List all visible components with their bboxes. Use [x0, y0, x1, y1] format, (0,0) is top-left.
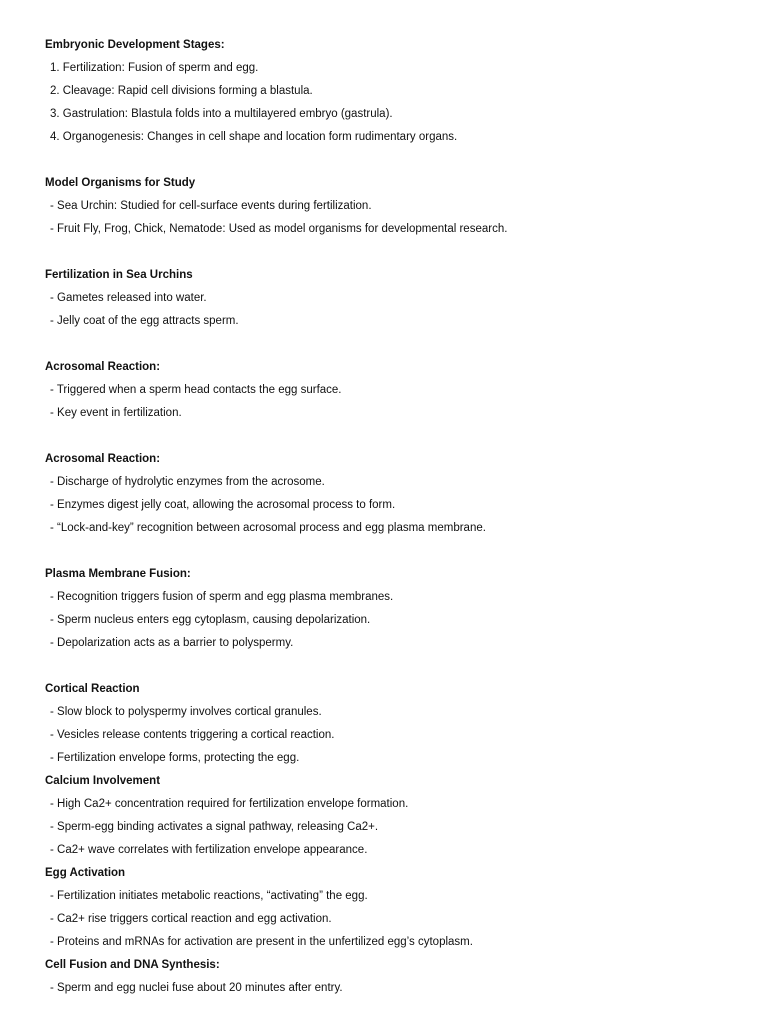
list-item: 2. Cleavage: Rapid cell divisions forming a blastula. — [50, 85, 313, 97]
list-item: - Fertilization envelope forms, protecting the egg. — [50, 752, 300, 764]
list-item: - Jelly coat of the egg attracts sperm. — [50, 315, 239, 327]
section-heading: Fertilization in Sea Urchins — [45, 269, 193, 281]
section-plasma-membrane-fusion — [45, 563, 745, 655]
section-calcium-involvement — [45, 770, 745, 862]
list-item: - Ca2+ rise triggers cortical reaction and egg activation. — [50, 913, 332, 925]
list-item: - Sperm-egg binding activates a signal pathway, releasing Ca2+. — [50, 821, 379, 833]
spacer — [45, 333, 745, 356]
section-heading: Embryonic Development Stages: — [45, 39, 225, 51]
spacer — [45, 655, 745, 678]
section-heading: Model Organisms for Study — [45, 177, 196, 189]
list-item: - Sperm and egg nuclei fuse about 20 minutes after entry. — [50, 982, 343, 994]
list-item: 3. Gastrulation: Blastula folds into a multilayered embryo (gastrula). — [50, 108, 393, 120]
list-item: - Sperm nucleus enters egg cytoplasm, causing depolarization. — [50, 614, 371, 626]
section-heading: Cell Fusion and DNA Synthesis: — [45, 959, 220, 971]
section-embryonic-development-stages — [45, 34, 745, 149]
section-egg-activation — [45, 862, 745, 954]
list-item: - Vesicles release contents triggering a cortical reaction. — [50, 729, 335, 741]
spacer — [45, 149, 745, 172]
list-item: 1. Fertilization: Fusion of sperm and egg. — [50, 62, 259, 74]
section-heading: Acrosomal Reaction: — [45, 453, 161, 465]
section-model-organisms — [45, 172, 745, 241]
list-item: - Slow block to polyspermy involves cortical granules. — [50, 706, 322, 718]
section-acrosomal-reaction-1 — [45, 356, 745, 425]
spacer — [45, 425, 745, 448]
section-heading: Calcium Involvement — [45, 775, 161, 787]
list-item: - Depolarization acts as a barrier to polyspermy. — [50, 637, 294, 649]
section-acrosomal-reaction-2 — [45, 448, 745, 540]
list-item: - Enzymes digest jelly coat, allowing the acrosomal process to form. — [50, 499, 396, 511]
list-item: 4. Organogenesis: Changes in cell shape and location form rudimentary organs. — [50, 131, 458, 143]
list-item: - Fruit Fly, Frog, Chick, Nematode: Used as model organisms for developmental research. — [50, 223, 508, 235]
document-page — [45, 34, 745, 1000]
list-item: - Recognition triggers fusion of sperm and egg plasma membranes. — [50, 591, 394, 603]
list-item: - High Ca2+ concentration required for fertilization envelope formation. — [50, 798, 409, 810]
list-item: - Discharge of hydrolytic enzymes from the acrosome. — [50, 476, 325, 488]
list-item: - “Lock-and-key” recognition between acrosomal process and egg plasma membrane. — [50, 522, 486, 534]
list-item: - Sea Urchin: Studied for cell-surface events during fertilization. — [50, 200, 372, 212]
list-item: - Ca2+ wave correlates with fertilization envelope appearance. — [50, 844, 368, 856]
section-fertilization-sea-urchins — [45, 264, 745, 333]
list-item: - Gametes released into water. — [50, 292, 207, 304]
list-item: - Proteins and mRNAs for activation are present in the unfertilized egg’s cytoplasm. — [50, 936, 473, 948]
section-heading: Plasma Membrane Fusion: — [45, 568, 191, 580]
spacer — [45, 241, 745, 264]
list-item: - Fertilization initiates metabolic reactions, “activating” the egg. — [50, 890, 368, 902]
section-heading: Egg Activation — [45, 867, 126, 879]
section-heading: Cortical Reaction — [45, 683, 140, 695]
section-cell-fusion-dna-synthesis — [45, 954, 745, 1000]
spacer — [45, 540, 745, 563]
list-item: - Key event in fertilization. — [50, 407, 182, 419]
list-item: - Triggered when a sperm head contacts the egg surface. — [50, 384, 342, 396]
section-heading: Acrosomal Reaction: — [45, 361, 161, 373]
section-cortical-reaction — [45, 678, 745, 770]
